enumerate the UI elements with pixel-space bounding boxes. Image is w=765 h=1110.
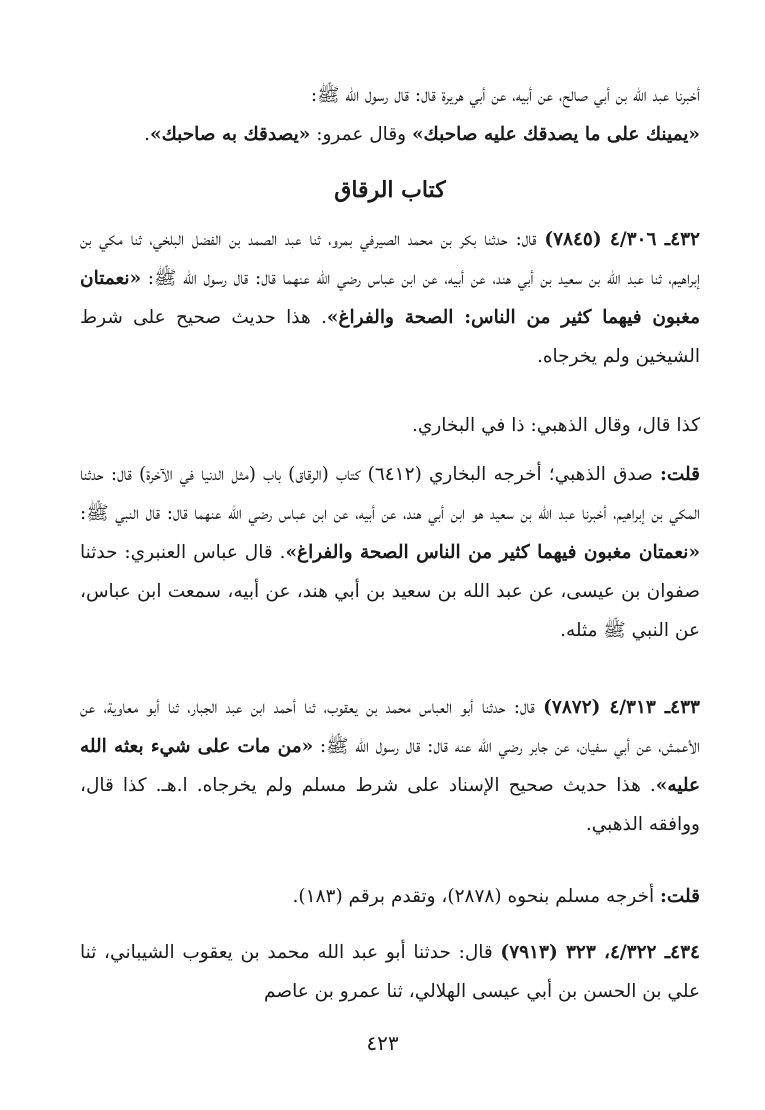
comment-433-label: قلت: (660, 886, 700, 907)
comment-432-label: قلت: (660, 464, 700, 485)
comment-432-text2: . قال عباس العنبري: حدثنا صفوان بن عيسى، عن عبد الله بن سعيد بن أبي هند، عن أبيه، سمعت ابن عباس، عن النبي ﷺ مثله. (80, 542, 700, 641)
hadith-433-quote: «من مات على شيء بعثه الله عليه» (80, 736, 700, 796)
hadith-432-number: ٤٣٢ـ ٤/٣٠٦ (٧٨٤٥) (544, 229, 700, 250)
page-number: ٤٢٣ (366, 1031, 399, 1055)
dhahabi-note: كذا قال، وقال الذهبي: ذا في البخاري. (411, 415, 700, 436)
comment-432-text1: صدق الذهبي؛ أخرجه البخاري (٦٤١٢) كتاب (الرقاق) باب (مثل الدنيا في الآخرة) قال: حدثنا المكي بن إبراهيم، أخبرنا عبد الله بن سعيد هو ابن أبي هند، عن أبيه، عن ابن عباس رضي الله عنهما قال: قال النبي ﷺ: (80, 464, 700, 524)
hadith-432-text2: . هذا حديث صحيح على شرط الشيخين ولم يخرجاه. (80, 307, 700, 367)
intro-paragraph (80, 76, 700, 154)
intro-quote: «يمينك على ما يصدقك عليه صاحبك» (411, 124, 700, 145)
comment-433 (80, 877, 700, 916)
intro-end: . (144, 124, 150, 145)
hadith-432 (80, 220, 700, 376)
comment-432-quote: «نعمتان مغبون فيهما كثير من الناس الصحة والفراغ» (285, 542, 701, 563)
intro-quote2: «يصدقك به صاحبك» (150, 124, 311, 145)
intro-text: أخبرنا عبد الله بن أبي صالح، عن أبيه، عن أبي هريرة قال: قال رسول الله ﷺ: (310, 85, 700, 106)
hadith-434 (80, 933, 700, 1011)
hadith-434-text: قال: حدثنا أبو عبد الله محمد بن يعقوب الشيباني، ثنا علي بن الحسن بن أبي عيسى الهلالي، ثنا عمرو بن عاصم (80, 942, 700, 1002)
comment-432 (80, 455, 700, 650)
hadith-434-number: ٤٣٤ـ ٤/٣٢٢، ٣٢٣ (٧٩١٣) (500, 942, 700, 963)
hadith-433-text1: قال: حدثنا أبو العباس محمد بن يعقوب، ثنا أحمد ابن عبد الجبار، ثنا أبو معاوية، عن الأعمش، عن أبي سفيان، عن جابر رضي الله عنه قال: قال رسول الله ﷺ: (80, 697, 700, 757)
hadith-432-quote: «نعمتان مغبون فيهما كثير من الناس: الصحة والفراغ» (80, 268, 700, 328)
hadith-433-text2: . هذا حديث صحيح الإسناد على شرط مسلم ولم يخرجاه. ا.هـ. كذا قال، ووافقه الذهبي. (80, 775, 700, 835)
chapter-title: كتاب الرقاق (334, 177, 446, 203)
comment-433-text: أخرجه مسلم بنحوه (٢٨٧٨)، وتقدم برقم (١٨٣). (292, 886, 661, 907)
hadith-433 (80, 688, 700, 844)
hadith-432-text1: قال: حدثنا بكر بن محمد الصيرفي بمرو، ثنا عبد الصمد بن الفضل البلخي، ثنا مكي بن إبراهيم، ثنا عبد الله بن سعيد بن أبي هند، عن أبيه، عن ابن عباس رضي الله عنهما قال: قال رسول الله ﷺ: (80, 229, 700, 289)
intro-middle: وقال عمرو: (310, 124, 412, 145)
hadith-433-number: ٤٣٣ـ ٤/٣١٣ (٧٨٧٢) (543, 697, 700, 718)
